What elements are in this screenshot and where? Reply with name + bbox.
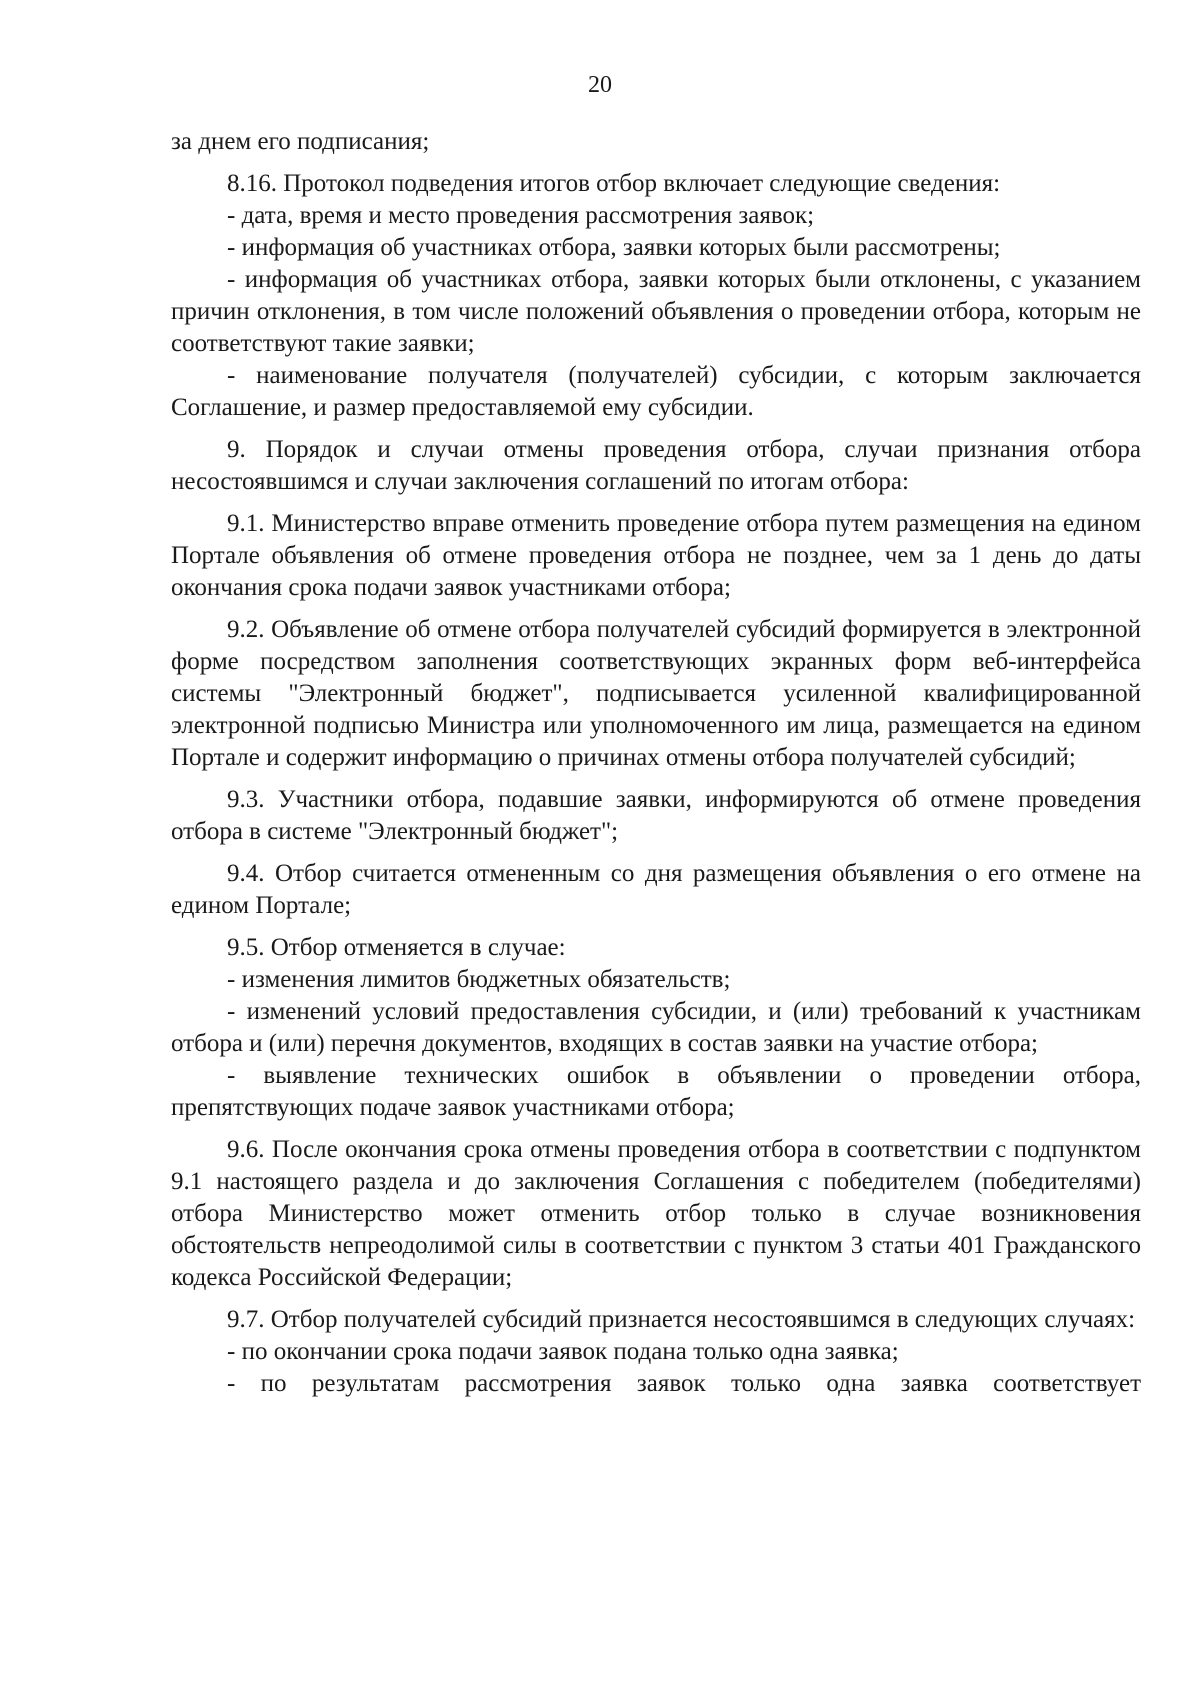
paragraph: - наименование получателя (получателей) субсидии, с которым заключается Соглашение, и размер предоставляемой ему субсидии. [171,362,1141,421]
paragraph: 9.5. Отбор отменяется в случае: [227,934,566,961]
paragraph: - информация об участниках отбора, заявки которых были отклонены, с указанием причин отклонения, в том числе положений объявления о проведении отбора, которым не соответствуют такие заявки; [171,266,1141,357]
paragraph: 9.1. Министерство вправе отменить проведение отбора путем размещения на едином Портале объявления об отмене проведения отбора не позднее, чем за 1 день до даты окончания срока подачи заявок участниками отбора; [171,510,1141,601]
paragraph: - изменений условий предоставления субсидии, и (или) требований к участникам отбора и (или) перечня документов, входящих в состав заявки на участие отбора; [171,998,1141,1057]
paragraph: - выявление технических ошибок в объявлении о проведении отбора, препятствующих подаче заявок участниками отбора; [171,1062,1141,1121]
paragraph: 9.2. Объявление об отмене отбора получателей субсидий формируется в электронной форме посредством заполнения соответствующих экранных форм веб-интерфейса системы "Электронный бюджет", подписывается усиленной квалифицированной электронной подписью Министра или уполномоченного им лица, размещается на едином Портале и содержит информацию о причинах отмены отбора получателей субсидий; [171,616,1141,771]
page-number: 20 [588,72,612,98]
paragraph: 9.6. После окончания срока отмены проведения отбора в соответствии с подпунктом 9.1 настоящего раздела и до заключения Соглашения с победителем (победителями) отбора Министерство может отменить отбор только в случае возникновения обстоятельств непреодолимой силы в соответствии с пунктом 3 статьи 401 Гражданского кодекса Российской Федерации; [171,1136,1141,1291]
document-body [171,126,1141,1400]
paragraph: 9.4. Отбор считается отмененным со дня размещения объявления о его отмене на едином Портале; [171,860,1141,919]
paragraph: - изменения лимитов бюджетных обязательств; [227,966,731,993]
paragraph: 8.16. Протокол подведения итогов отбор включает следующие сведения: [227,170,1001,197]
paragraph: - дата, время и место проведения рассмотрения заявок; [227,202,815,229]
paragraph: 9.7. Отбор получателей субсидий признается несостоявшимся в следующих случаях: [227,1306,1136,1333]
paragraph: 9.3. Участники отбора, подавшие заявки, информируются об отмене проведения отбора в системе "Электронный бюджет"; [171,786,1141,845]
paragraph: за днем его подписания; [171,128,430,155]
paragraph: 9. Порядок и случаи отмены проведения отбора, случаи признания отбора несостоявшимся и случаи заключения соглашений по итогам отбора: [171,436,1141,495]
paragraph: - по окончании срока подачи заявок подана только одна заявка; [227,1338,899,1365]
paragraph: - информация об участниках отбора, заявки которых были рассмотрены; [227,234,1001,261]
paragraph: - по результатам рассмотрения заявок только одна заявка соответствует [227,1370,1141,1397]
